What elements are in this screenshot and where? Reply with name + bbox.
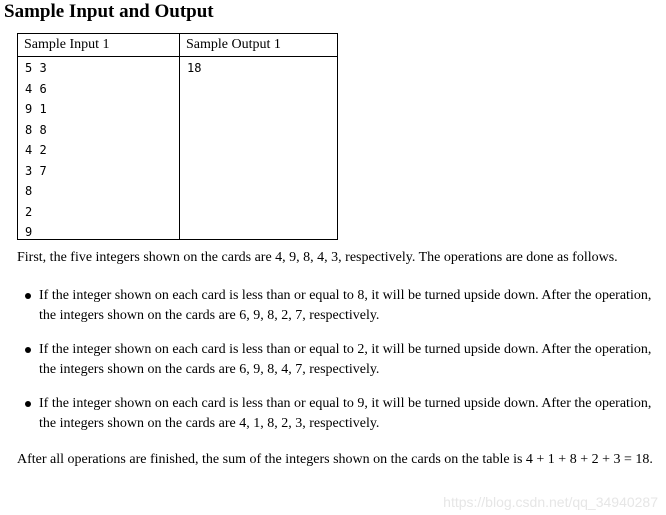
step-line-1: If the integer shown on each card is less than or equal to 2, it will be turned upside down. After the operation, (39, 342, 652, 357)
input-line: 9 (25, 225, 33, 239)
bullet-icon (25, 293, 31, 299)
output-line: 18 (187, 61, 202, 75)
section-heading: Sample Input and Output (4, 1, 214, 22)
watermark-text: https://blog.csdn.net/qq_34940287 (443, 494, 658, 510)
intro-paragraph: First, the five integers shown on the cards are 4, 9, 8, 4, 3, respectively. The operations are done as follows. (17, 250, 618, 265)
step-line-1: If the integer shown on each card is less than or equal to 8, it will be turned upside down. After the operation, (39, 288, 652, 303)
operation-list (22, 286, 666, 448)
input-line: 8 8 (25, 122, 47, 137)
sample-output-lines (187, 58, 201, 79)
step-line-2: the integers shown on the cards are 6, 9, 8, 2, 7, respectively. (39, 308, 380, 323)
input-line: 4 2 (25, 143, 47, 157)
sample-input-header: Sample Input 1 (24, 37, 110, 52)
input-line: 8 (25, 184, 33, 198)
sample-output-header: Sample Output 1 (186, 37, 281, 52)
step-line-2: the integers shown on the cards are 6, 9, 8, 4, 7, respectively. (39, 362, 380, 377)
bullet-icon (25, 401, 31, 407)
bullet-icon (25, 347, 31, 353)
input-line: 9 1 (25, 102, 47, 116)
list-item (22, 394, 666, 434)
sample-input-lines (25, 58, 47, 243)
list-item (22, 286, 666, 326)
input-line: 2 (25, 204, 33, 219)
input-line: 5 3 (25, 61, 47, 75)
conclusion-paragraph: After all operations are finished, the sum of the integers shown on the cards on the table is 4 + 1 + 8 + 2 + 3 = 18. (17, 452, 653, 467)
column-divider (179, 34, 180, 239)
input-line: 4 6 (25, 81, 47, 96)
input-line: 3 7 (25, 163, 47, 178)
header-divider (18, 56, 337, 57)
sample-table (17, 33, 338, 240)
step-line-2: the integers shown on the cards are 4, 1, 8, 2, 3, respectively. (39, 416, 380, 431)
step-line-1: If the integer shown on each card is less than or equal to 9, it will be turned upside down. After the operation, (39, 396, 652, 411)
list-item (22, 340, 666, 380)
